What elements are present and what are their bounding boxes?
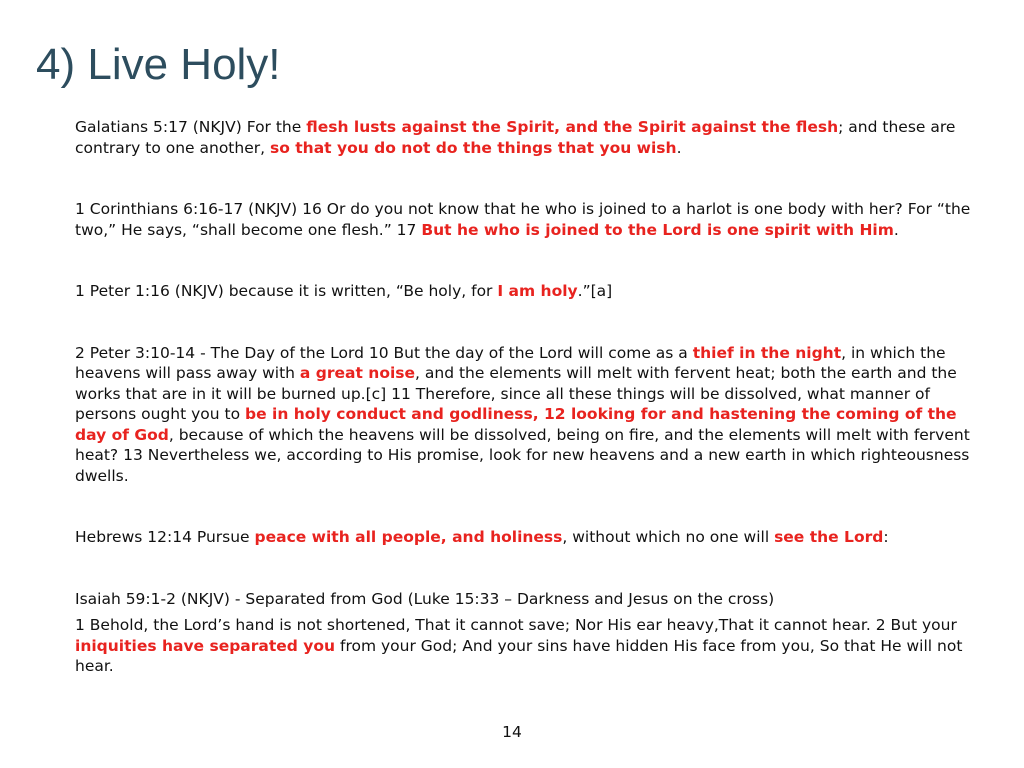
passage-text: Galatians 5:17 (NKJV) For the <box>75 118 307 136</box>
passage-text: , and the elements will melt with fervent heat; both the earth and the works that are in it will be burned up.[c] 11 Therefore, since all these things will be dissolved, what manner of persons ought you to <box>75 364 957 423</box>
second-peter-passage <box>75 343 990 487</box>
passage-text: 1 Behold, the Lord’s hand is not shortened, That it cannot save; Nor His ear heavy,That it cannot hear. 2 But your <box>75 616 957 634</box>
passage-text: from your God; And your sins have hidden His face from you, So that He will not hear. <box>75 636 963 675</box>
highlighted-phrase: peace with all people, and holiness <box>254 528 563 546</box>
passage-text: 1 Corinthians 6:16-17 (NKJV) 16 Or do you not know that he who is joined to a harlot is one body with her? For “the two,” He says, “shall become one flesh.” 17 <box>75 200 971 239</box>
galatians-passage <box>75 117 990 158</box>
passage-text: Isaiah 59:1-2 (NKJV) - Separated from God (Luke 15:33 – Darkness and Jesus on the cross) <box>75 589 775 608</box>
passage-text: , because of which the heavens will be dissolved, being on fire, and the elements will melt with fervent heat? 13 Nevertheless we, according to His promise, look for new heavens and a new earth in which righteousness dwells. <box>75 425 970 485</box>
highlighted-phrase: be in holy conduct and godliness, 12 looking for and hastening the coming of the day of God <box>75 405 957 444</box>
passage-text: .”[a] <box>577 282 613 300</box>
hebrews-passage <box>75 527 990 548</box>
highlighted-phrase: iniquities have separated you <box>75 636 336 655</box>
passage-text: Hebrews 12:14 Pursue <box>75 528 255 546</box>
passage-text: , without which no one will <box>562 528 775 546</box>
page-number: 14 <box>502 723 522 741</box>
highlighted-phrase: flesh lusts against the Spirit, and the Spirit against the flesh <box>306 118 839 136</box>
passage-text: 2 Peter 3:10-14 - The Day of the Lord 10 But the day of the Lord will come as a <box>75 343 693 362</box>
isaiah-heading <box>75 589 990 610</box>
passage-text: . <box>893 220 899 239</box>
passage-text: ; and these are contrary to one another, <box>75 118 956 157</box>
first-peter-passage <box>75 281 990 302</box>
highlighted-phrase: so that you do not do the things that you wish <box>269 138 677 157</box>
slide-body <box>75 117 990 677</box>
highlighted-phrase: thief in the night <box>692 343 842 362</box>
passage-text: , in which the heavens will pass away with <box>75 343 946 382</box>
passage-text: 1 Peter 1:16 (NKJV) because it is written, “Be holy, for <box>75 282 498 300</box>
slide-title: 4) Live Holy! <box>36 40 281 89</box>
isaiah-passage <box>75 615 990 677</box>
passage-text: . <box>676 138 682 157</box>
highlighted-phrase: a great noise <box>299 364 416 382</box>
highlighted-phrase: But he who is joined to the Lord is one spirit with Him <box>421 220 894 239</box>
highlighted-phrase: see the Lord <box>774 528 884 546</box>
highlighted-phrase: I am holy <box>497 282 578 300</box>
passage-text: : <box>883 528 889 546</box>
corinthians-passage <box>75 199 990 240</box>
